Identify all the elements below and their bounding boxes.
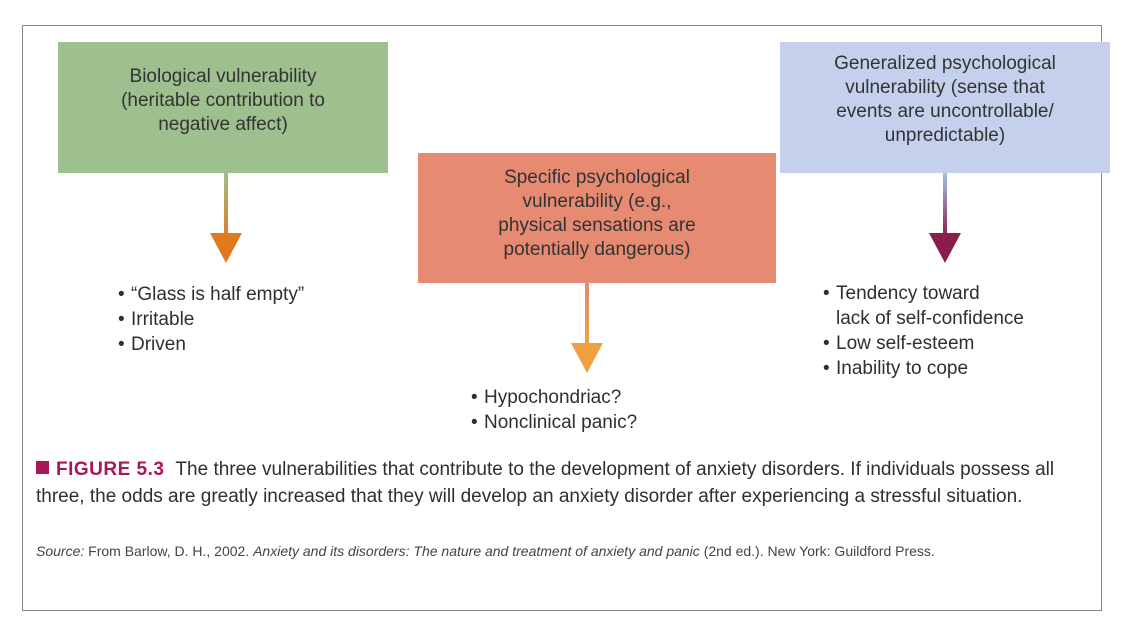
source-prefix: Source: [36,543,85,559]
generalized-box-line: events are uncontrollable/ [836,100,1054,122]
biological-box-line: negative affect) [158,113,288,135]
figure-label: FIGURE 5.3 [56,459,165,480]
biological-vulnerability-box [58,42,388,173]
source-text: From Barlow, D. H., 2002. [88,543,250,559]
specific-box-line: Specific psychological [504,167,690,188]
list-item: • Driven [118,332,304,357]
arrow-down-icon [208,173,244,265]
list-item: • Irritable [118,307,304,332]
arrow-down-icon [569,283,605,375]
generalized-box-line: unpredictable) [884,124,1006,146]
biological-outcomes-list [118,282,304,357]
list-item-line: Inability to cope [836,358,969,379]
generalized-vulnerability-box [780,42,1110,173]
specific-box-line: vulnerability (e.g., [522,191,672,212]
biological-box-line: (heritable contribution to [121,89,325,111]
list-item: • Low self-esteem [823,333,975,354]
source-text: (2nd ed.). New York: Guildford Press. [703,543,935,559]
figure-caption [36,456,1098,510]
square-bullet-icon [36,461,49,474]
generalized-box-line: vulnerability (sense that [845,76,1045,98]
specific-outcomes-list [471,385,637,435]
figure-source [36,541,1098,562]
list-item: • Nonclinical panic? [471,410,637,435]
generalized-outcomes-list [823,281,1024,381]
specific-box-line: potentially dangerous) [503,239,691,260]
specific-vulnerability-box [418,153,776,283]
biological-box-line: Biological vulnerability [129,65,317,87]
list-item: • Inability to cope [823,358,969,379]
list-item: • “Glass is half empty” [118,282,304,307]
list-item-line: Low self-esteem [836,333,975,354]
list-item: • Tendency toward lack of self-confidence [823,283,1024,329]
arrow-down-icon [927,173,963,265]
list-item: • Hypochondriac? [471,385,637,410]
specific-box-line: physical sensations are [498,215,696,236]
source-title: Anxiety and its disorders: The nature and treatment of anxiety and panic [253,543,700,559]
caption-text: The three vulnerabilities that contribute to the development of anxiety disorders. If individuals possess all three, the odds are greatly increased that they will develop an anxiety disorder after experiencing a stressful situation. [36,459,1055,507]
list-item-line: lack of self-confidence [836,308,1024,329]
generalized-box-line: Generalized psychological [834,52,1056,74]
list-item-line: Tendency toward [836,283,980,304]
